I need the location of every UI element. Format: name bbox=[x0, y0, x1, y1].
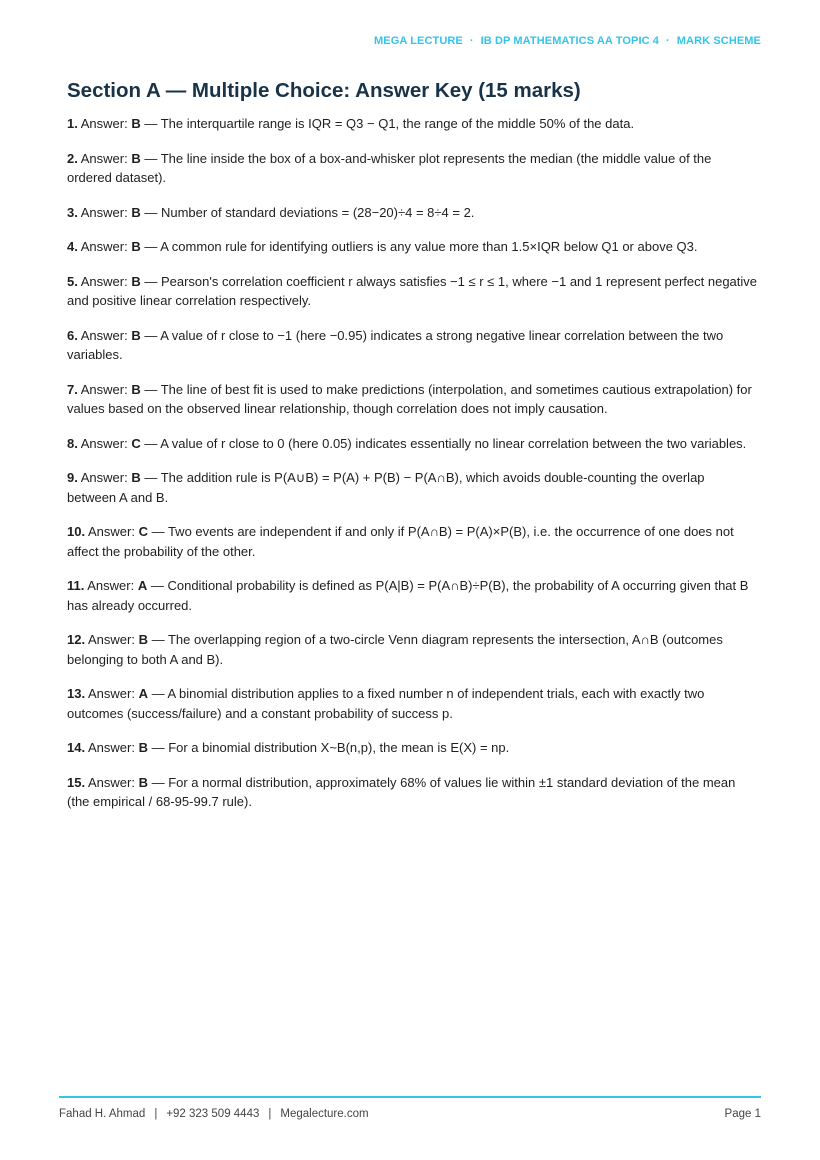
answer-explanation: — A value of r close to −1 (here −0.95) indicates a strong negative linear correlation between the two variables. bbox=[67, 327, 724, 362]
answer-letter: B bbox=[131, 470, 141, 485]
answer-explanation: — A common rule for identifying outliers is any value more than 1.5×IQR below Q1 or above Q3. bbox=[140, 239, 698, 254]
question-number: 8. bbox=[67, 435, 78, 451]
answer-explanation: — Pearson's correlation coefficient r always satisfies −1 ≤ r ≤ 1, where −1 and 1 represent perfect negative and positive linear correlation respectively. bbox=[67, 273, 758, 308]
answer-letter: B bbox=[131, 204, 141, 220]
answer-letter: B bbox=[131, 381, 141, 397]
answer-label: Answer: bbox=[80, 435, 128, 451]
answer-label: Answer: bbox=[80, 381, 128, 397]
answer-label: Answer: bbox=[87, 632, 135, 647]
answer-explanation: — The line of best fit is used to make predictions (interpolation, and sometimes cautious extrapolation) for values based on the observed linear relationship, though correlation does not imply causation. bbox=[67, 381, 752, 416]
question-number: 2. bbox=[67, 150, 78, 166]
answer-letter: A bbox=[138, 686, 148, 701]
header-separator: · bbox=[469, 35, 474, 47]
answer-explanation: — A binomial distribution applies to a fixed number n of independent trials, each with exactly two outcomes (success/failure) and a constant probability of success p. bbox=[67, 686, 705, 721]
answer-item bbox=[67, 630, 757, 669]
answer-item bbox=[67, 149, 757, 188]
answer-item bbox=[67, 738, 757, 758]
answer-letter: B bbox=[131, 273, 141, 289]
answer-label: Answer: bbox=[80, 327, 128, 343]
question-number: 3. bbox=[67, 204, 78, 220]
answer-letter: B bbox=[131, 239, 141, 254]
answer-explanation: — The addition rule is P(A∪B) = P(A) + P(B) − P(A∩B), which avoids double-counting the overlap between A and B. bbox=[67, 470, 705, 505]
question-number: 7. bbox=[67, 381, 78, 397]
answer-explanation: — The overlapping region of a two-circle Venn diagram represents the intersection, A∩B (outcomes belonging to both A and B). bbox=[67, 632, 723, 667]
question-number: 4. bbox=[67, 239, 78, 254]
answer-item bbox=[67, 380, 757, 419]
answer-label: Answer: bbox=[80, 116, 128, 131]
answer-label: Answer: bbox=[87, 524, 135, 539]
answer-explanation: — The line inside the box of a box-and-whisker plot represents the median (the middle value of the ordered dataset). bbox=[67, 150, 712, 185]
answer-item bbox=[67, 468, 757, 507]
answer-label: Answer: bbox=[80, 239, 128, 254]
footer-contact bbox=[59, 1108, 369, 1120]
answer-explanation: — For a binomial distribution X~B(n,p), the mean is E(X) = np. bbox=[147, 740, 510, 755]
answer-letter: C bbox=[138, 524, 148, 539]
answer-letter: B bbox=[131, 150, 141, 166]
answer-label: Answer: bbox=[87, 686, 135, 701]
answer-item bbox=[67, 326, 757, 365]
footer-phone: +92 323 509 4443 bbox=[166, 1108, 260, 1120]
answer-label: Answer: bbox=[87, 774, 135, 790]
answer-letter: C bbox=[131, 435, 141, 451]
answer-item bbox=[67, 114, 757, 134]
answer-item bbox=[67, 272, 757, 311]
page-number: Page 1 bbox=[724, 1108, 761, 1120]
question-number: 11. bbox=[67, 578, 85, 593]
answer-item bbox=[67, 576, 757, 615]
answer-letter: B bbox=[138, 740, 148, 755]
section-title: Section A — Multiple Choice: Answer Key (15 marks) bbox=[67, 79, 581, 102]
question-number: 5. bbox=[67, 273, 78, 289]
answer-label: Answer: bbox=[80, 150, 128, 166]
answer-item bbox=[67, 434, 757, 454]
answer-explanation: — A value of r close to 0 (here 0.05) indicates essentially no linear correlation between the two variables. bbox=[140, 435, 747, 451]
question-number: 10. bbox=[67, 524, 86, 539]
footer-website[interactable]: Megalecture.com bbox=[280, 1108, 369, 1120]
question-number: 9. bbox=[67, 470, 78, 485]
question-number: 15. bbox=[67, 774, 86, 790]
question-number: 12. bbox=[67, 632, 86, 647]
answer-explanation: — The interquartile range is IQR = Q3 − Q1, the range of the middle 50% of the data. bbox=[140, 116, 635, 131]
answer-letter: A bbox=[137, 578, 148, 593]
answer-list bbox=[67, 114, 757, 827]
answer-label: Answer: bbox=[80, 204, 128, 220]
header-subject: IB DP MATHEMATICS AA TOPIC 4 bbox=[480, 35, 660, 47]
answer-letter: B bbox=[131, 116, 141, 131]
footer-divider bbox=[59, 1096, 761, 1098]
answer-explanation: — Number of standard deviations = (28−20)÷4 = 8÷4 = 2. bbox=[140, 204, 475, 220]
answer-item bbox=[67, 522, 757, 561]
answer-explanation: — Conditional probability is defined as P(A|B) = P(A∩B)÷P(B), the probability of A occurring given that B has already occurred. bbox=[67, 578, 749, 613]
answer-item bbox=[67, 773, 757, 812]
header-org: MEGA LECTURE bbox=[374, 35, 463, 47]
answer-label: Answer: bbox=[87, 740, 135, 755]
answer-explanation: — Two events are independent if and only if P(A∩B) = P(A)×P(B), i.e. the occurrence of one does not affect the probability of the other. bbox=[67, 524, 734, 559]
question-number: 13. bbox=[67, 686, 86, 701]
footer-separator: | bbox=[268, 1108, 272, 1120]
answer-letter: B bbox=[131, 327, 141, 343]
answer-label: Answer: bbox=[80, 273, 128, 289]
answer-item bbox=[67, 203, 757, 223]
question-number: 1. bbox=[67, 116, 78, 131]
question-number: 14. bbox=[67, 740, 86, 755]
answer-label: Answer: bbox=[80, 470, 128, 485]
answer-letter: B bbox=[138, 774, 148, 790]
answer-letter: B bbox=[138, 632, 148, 647]
header-separator: · bbox=[666, 35, 670, 47]
page-header bbox=[374, 35, 761, 47]
question-number: 6. bbox=[67, 327, 78, 343]
answer-explanation: — For a normal distribution, approximately 68% of values lie within ±1 standard deviation of the mean (the empirical / 68-95-99.7 rule). bbox=[67, 774, 736, 809]
answer-item bbox=[67, 684, 757, 723]
footer-author: Fahad H. Ahmad bbox=[59, 1108, 146, 1120]
header-doc-type: MARK SCHEME bbox=[676, 35, 761, 47]
answer-label: Answer: bbox=[87, 578, 135, 593]
answer-item bbox=[67, 237, 757, 257]
footer-separator: | bbox=[154, 1108, 158, 1120]
